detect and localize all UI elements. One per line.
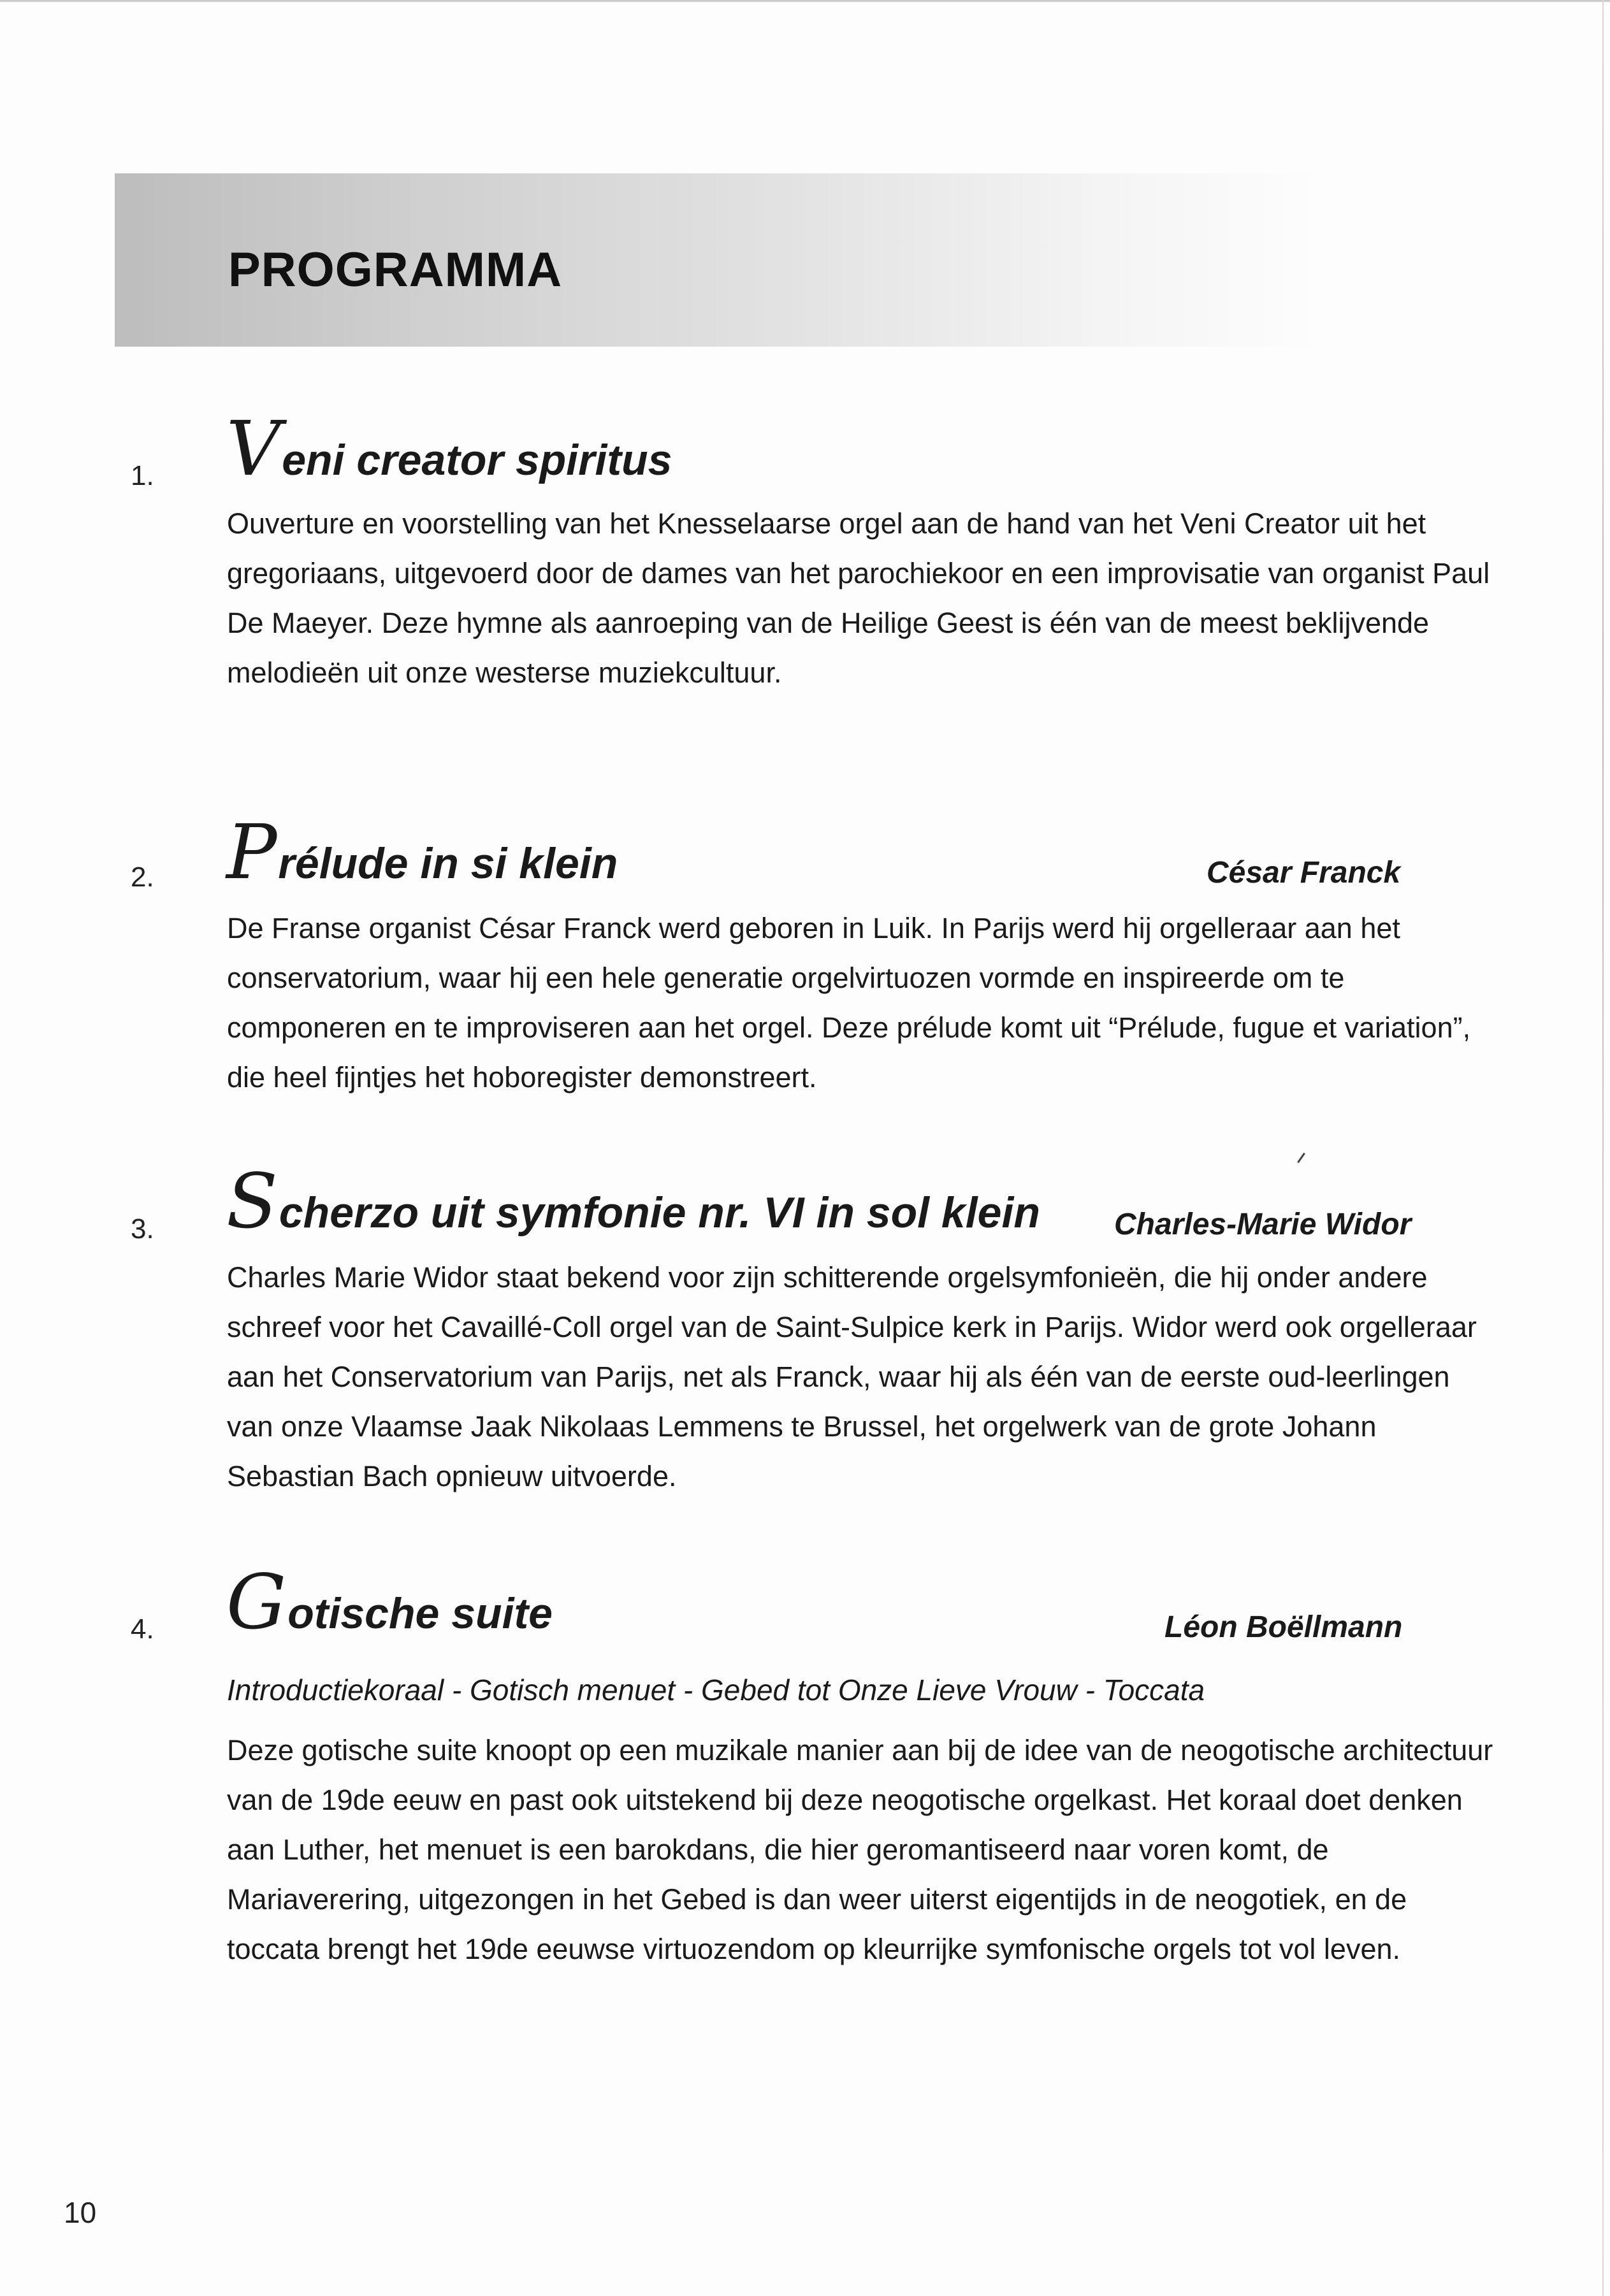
- page-right-edge: [1602, 0, 1604, 2296]
- item-number: 2.: [131, 862, 154, 893]
- item-initial: S: [226, 1157, 278, 1245]
- page-top-edge: [0, 0, 1610, 2]
- item-initial: G: [226, 1558, 287, 1646]
- item-heading: [226, 405, 672, 493]
- item-title: rélude in si klein: [278, 839, 618, 888]
- item-initial: P: [226, 808, 277, 896]
- item-description: Ouverture en voorstelling van het Knesselaarse orgel aan de hand van het Veni Creator uit het gregoriaans, uitgevoerd door de dames van het parochiekoor en een improvisatie van organist Paul De Maeyer. Deze hymne als aanroeping van de Heilige Geest is één van de meest beklijvende melodieën uit onze westerse muziekcultuur.: [227, 507, 1490, 689]
- item-composer: César Franck: [1207, 856, 1401, 890]
- item-composer: Charles-Marie Widor: [1114, 1208, 1412, 1241]
- item-description: De Franse organist César Franck werd geboren in Luik. In Parijs werd hij orgelleraar aan het conservatorium, waar hij een hele generatie orgelvirtuozen vormde en inspireerde om te componeren en te improviseren aan het orgel. Deze prélude komt uit “Prélude, fugue et variation”, die heel fijntjes het hoboregister demonstreert.: [227, 912, 1471, 1094]
- item-title: cherzo uit symfonie nr. VI in sol klein: [279, 1188, 1040, 1237]
- item-initial: V: [226, 405, 281, 493]
- item-description: Charles Marie Widor staat bekend voor zijn schitterende orgelsymfonieën, die hij onder andere schreef voor het Cavaillé-Coll orgel van de Saint-Sulpice kerk in Parijs. Widor werd ook orgelleraar aan het Conservatorium van Parijs, net als Franck, waar hij als één van de eerste oud-leerlingen van onze Vlaamse Jaak Nikolaas Lemmens te Brussel, het orgelwerk van de grote Johann Sebastian Bach opnieuw uitvoerde.: [227, 1261, 1477, 1492]
- item-title: eni creator spiritus: [282, 436, 672, 484]
- item-title: otische suite: [287, 1589, 553, 1638]
- item-heading: [226, 1558, 553, 1646]
- page-title: PROGRAMMA: [228, 243, 563, 297]
- stray-pen-mark: [1297, 1153, 1305, 1163]
- item-heading: [226, 808, 618, 896]
- item-heading: [226, 1157, 1040, 1245]
- page-number: 10: [64, 2196, 97, 2229]
- item-description: Deze gotische suite knoopt op een muzikale manier aan bij de idee van de neogotische architectuur van de 19de eeuw en past ook uitstekend bij deze neogotische orgelkast. Het koraal doet denken aan Luther, het menuet is een barokdans, die hier geromantiseerd naar voren komt, de Mariaverering, uitgezongen in het Gebed is dan weer uiterst eigentijds in de neogotiek, en de toccata brengt het 19de eeuwse virtuozendom op kleurrijke symfonische orgels tot vol leven.: [227, 1734, 1493, 1965]
- item-number: 1.: [131, 460, 154, 491]
- item-composer: Léon Boëllmann: [1164, 1610, 1403, 1644]
- item-number: 4.: [131, 1614, 154, 1645]
- item-number: 3.: [131, 1213, 154, 1245]
- item-subtitle: Introductiekoraal - Gotisch menuet - Gebed tot Onze Lieve Vrouw - Toccata: [227, 1673, 1205, 1707]
